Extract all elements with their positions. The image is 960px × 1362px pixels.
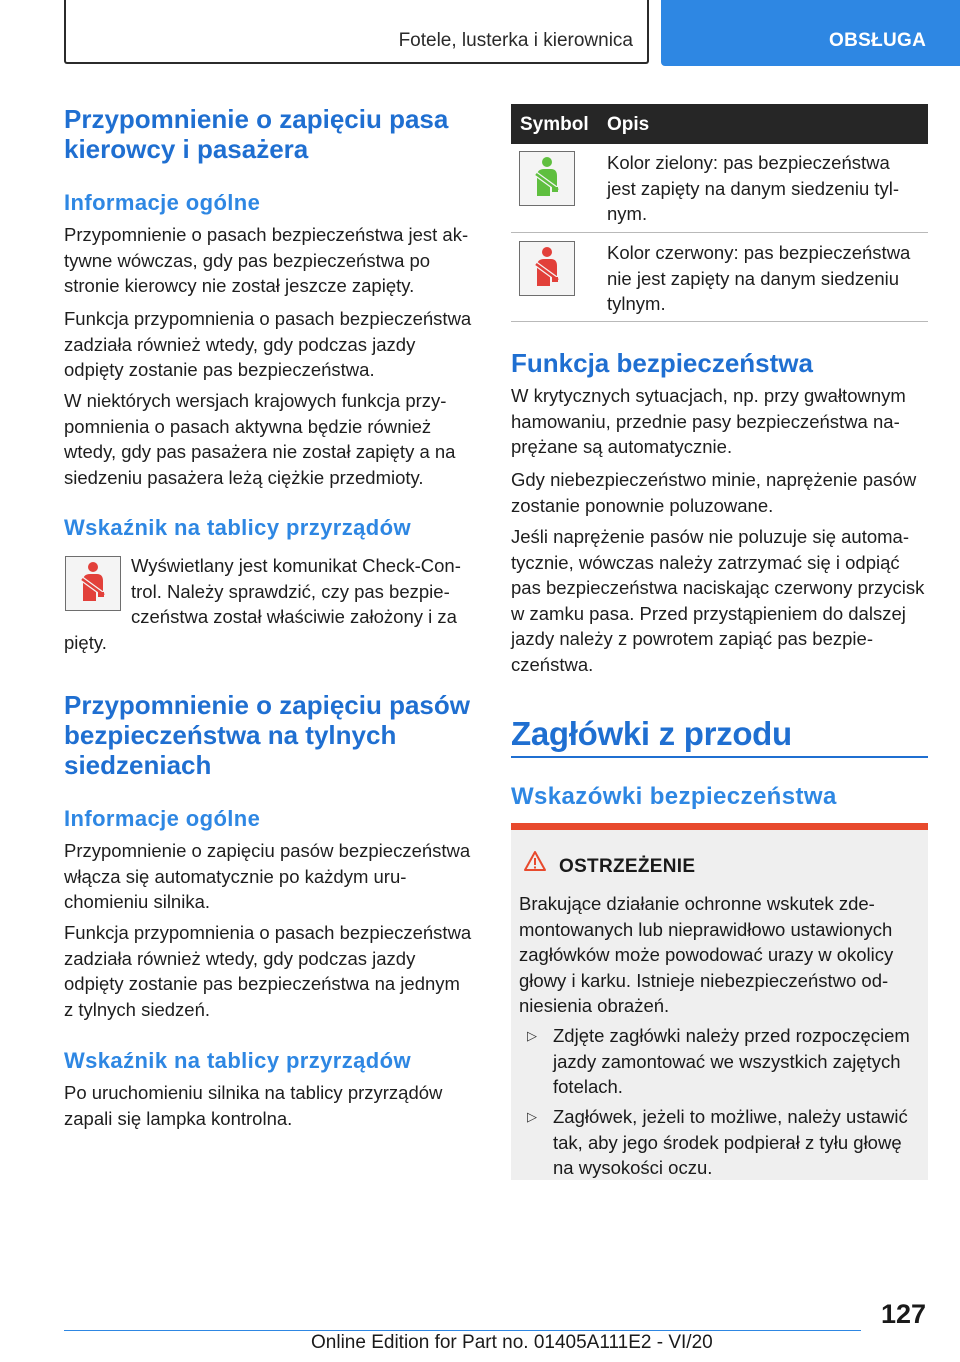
warning-triangle-icon xyxy=(523,850,547,872)
section-title: Fotele, lusterka i kierownica xyxy=(398,30,633,51)
heading-underline xyxy=(511,756,928,758)
footer-rule xyxy=(64,1330,861,1331)
warning-bullet xyxy=(527,1023,913,1100)
bullet-text: Zdjęte zagłówki należy przed rozpoczęciem jazdy zamontować we wszystkich zajętych fotelach. xyxy=(553,1025,910,1098)
warning-bullet xyxy=(527,1104,913,1181)
paragraph-indicator-first-lines xyxy=(64,553,479,653)
paragraph: Jeśli naprężenie pasów nie poluzuje się automatycznie, wówczas należy zatrzymać się i odpiąć pas bezpieczeństwa naciskając czerwony przycisk w zamku pasa. Przed przystąpieniem do dalszej jazdy należy z powrotem zapiąć pas bezpieczeństwa. xyxy=(511,526,925,675)
heading-safety-function: Funkcja bezpieczeństwa xyxy=(511,348,813,378)
table-row-divider xyxy=(511,232,928,233)
heading-front-headrests: Zagłówki z przodu xyxy=(511,715,792,752)
warning-text: Brakujące działanie ochronne wskutek zdemontowanych lub nieprawidłowo ustawionych zagłówków może powodować urazy w okolicy głowy i karku. Istnieje niebezpieczeństwo odniesienia obrażeń. xyxy=(519,893,894,1017)
subheading-indicator: Wskaźnik na tablicy przyrządów xyxy=(64,515,411,540)
chapter-tab-label: OBSŁUGA xyxy=(829,30,927,51)
subheading-safety-notes: Wskazówki bezpieczeństwa xyxy=(511,783,837,810)
paragraph: W niektórych wersjach krajowych funkcja przypomnienia o pasach aktywna będzie również wtedy, gdy pas pasażera nie został zapięty a na siedzeniu pasażera leżą ciężkie przedmioty. xyxy=(64,390,456,488)
paragraph: Gdy niebezpieczeństwo minie, naprężenie pasów zostanie ponownie poluzowane. xyxy=(511,469,917,516)
bullet-triangle-icon: ▷ xyxy=(527,1028,537,1043)
header-section-box xyxy=(64,0,649,64)
paragraph: Funkcja przypomnienia o pasach bezpieczeństwa zadziała również wtedy, gdy podczas jazdy odpięty zostanie pas bezpieczeństwa. xyxy=(64,308,472,381)
paragraph: Przypomnienie o pasach bezpieczeństwa jest aktywne wówczas, gdy pas bezpieczeństwa po stronie kierowcy nie został jeszcze zapięty. xyxy=(64,224,469,297)
page-number: 127 xyxy=(880,1299,926,1329)
heading-rear-belt-reminder: Przypomnienie o zapięciu pasów bezpieczeństwa na tylnych siedzeniach xyxy=(64,690,470,780)
indicator-text-tail: pięty. xyxy=(64,632,107,653)
subheading-general-info: Informacje ogólne xyxy=(64,190,261,215)
chapter-tab[interactable] xyxy=(661,0,960,66)
warning-title: OSTRZEŻENIE xyxy=(559,856,696,877)
seatbelt-green-icon xyxy=(519,151,575,206)
subheading-general-info-2: Informacje ogólne xyxy=(64,806,261,831)
heading-driver-belt-reminder: Przypomnienie o zapięciu pasa kierowcy i pasażera xyxy=(64,104,449,164)
warning-box xyxy=(511,823,928,1180)
subheading-indicator-2: Wskaźnik na tablicy przyrządów xyxy=(64,1048,411,1073)
footer-edition: Online Edition for Part no. 01405A111E2 - VI/20 xyxy=(311,1332,713,1353)
seatbelt-red-icon xyxy=(519,241,575,296)
bullet-text: Zagłówek, jeżeli to możliwe, należy ustawić tak, aby jego środek podpierał z tyłu głowę na wysokości oczu. xyxy=(553,1106,908,1179)
symbol-table-header xyxy=(511,104,928,144)
seatbelt-warning-red-icon xyxy=(65,556,121,611)
table-row-divider xyxy=(511,321,928,322)
table-cell-description: Kolor zielony: pas bezpieczeństwa jest zapięty na danym siedzeniu tylnym. xyxy=(607,152,900,225)
paragraph: Funkcja przypomnienia o pasach bezpieczeństwa zadziała również wtedy, gdy podczas jazdy odpięty zostanie pas bezpieczeństwa na jednym z tylnych siedzeń. xyxy=(64,922,472,1020)
bullet-triangle-icon: ▷ xyxy=(527,1109,537,1124)
column-symbol: Symbol xyxy=(520,114,589,135)
column-description: Opis xyxy=(607,114,650,135)
table-cell-description: Kolor czerwony: pas bezpieczeństwa nie jest zapięty na danym siedzeniu tylnym. xyxy=(607,242,911,315)
paragraph: W krytycznych sytuacjach, np. przy gwałtownym hamowaniu, przednie pasy bezpieczeństwa naprężane są automatycznie. xyxy=(511,385,906,458)
paragraph: Przypomnienie o zapięciu pasów bezpieczeństwa włącza się automatycznie po każdym uruchomieniu silnika. xyxy=(64,840,471,913)
indicator-text: Wyświetlany jest komunikat Check-Control. Należy sprawdzić, czy pas bezpieczeństwa został właściwie założony i za xyxy=(131,555,461,628)
paragraph: Po uruchomieniu silnika na tablicy przyrządów zapali się lampka kontrolna. xyxy=(64,1082,443,1129)
